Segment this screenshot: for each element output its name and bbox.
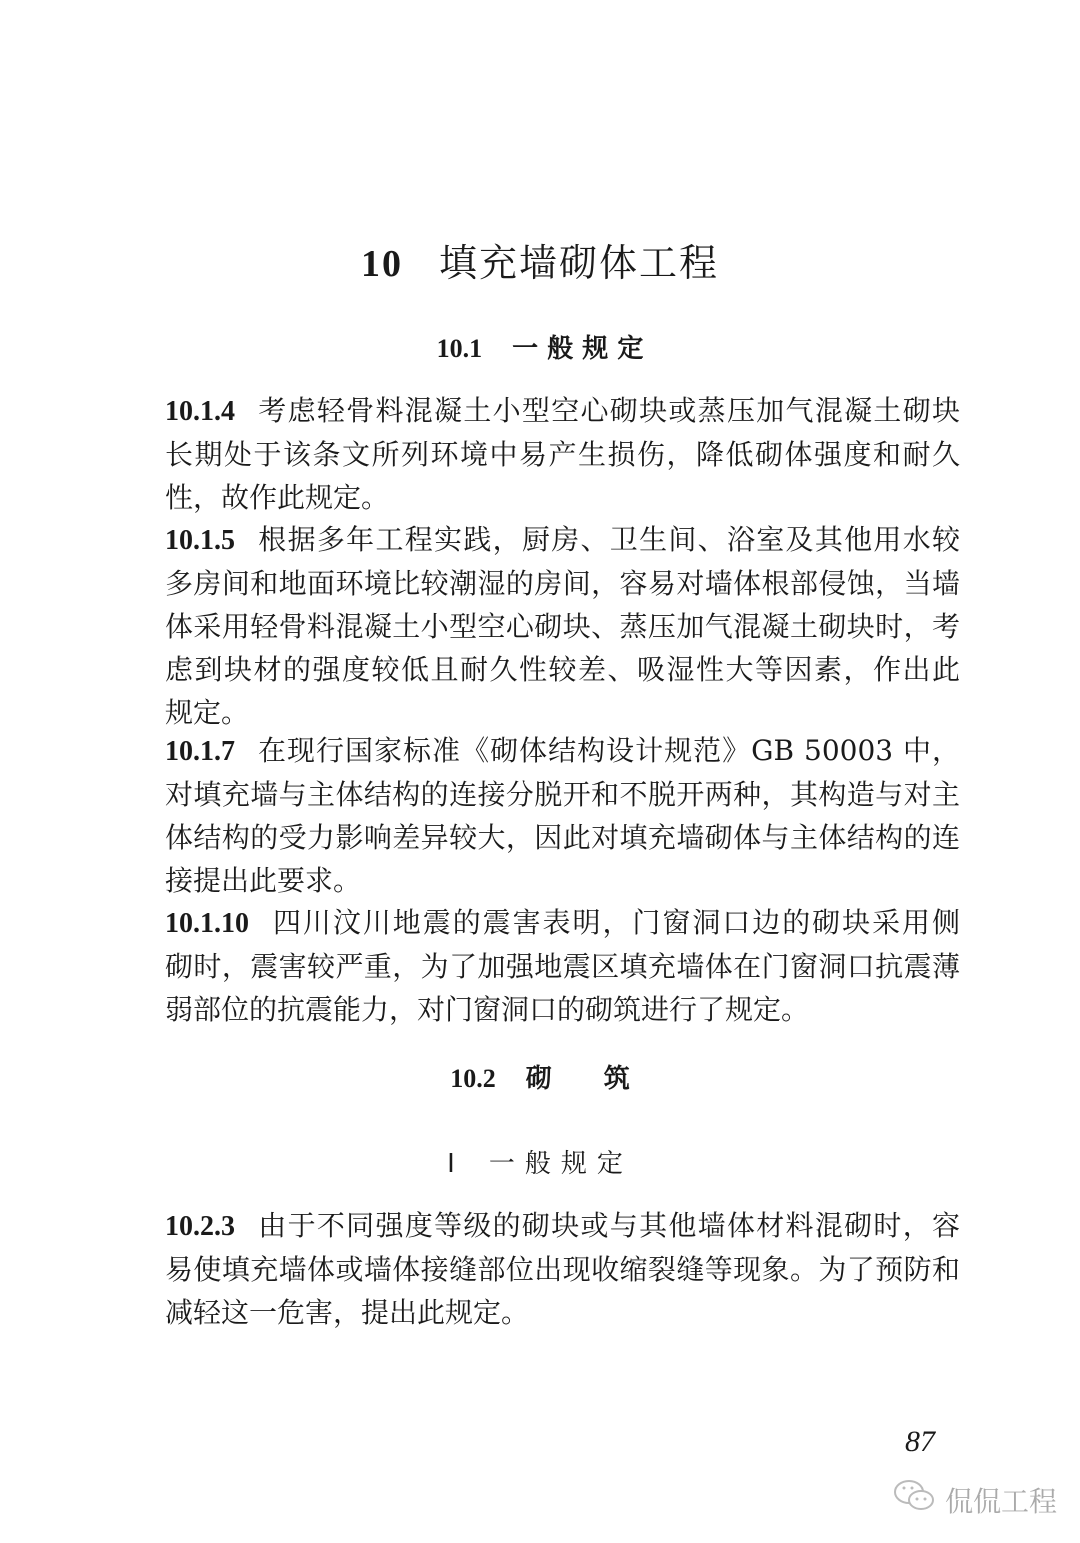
text-line: 弱部位的抗震能力，对门窗洞口的砌筑进行了规定。 [165, 993, 810, 1026]
text-line: 体结构的受力影响差异较大，因此对填充墙砌体与主体结构的连 [165, 821, 960, 854]
clause-10-1-7 [165, 729, 960, 902]
text-line: 长期处于该条文所列环境中易产生损伤，降低砌体强度和耐久 [165, 438, 960, 471]
text-line: 减轻这一危害，提出此规定。 [165, 1296, 530, 1329]
wechat-icon [893, 1478, 937, 1521]
clause-number: 10.1.4 [165, 396, 235, 427]
section-number: 10.1 [436, 334, 483, 363]
clause-number: 10.1.10 [165, 908, 249, 939]
chapter-number: 10 [360, 243, 403, 285]
clause-10-1-10 [165, 901, 960, 1031]
section-title: 一 般 规 定 [512, 334, 644, 364]
subsection-title: 一般规定 [488, 1149, 633, 1179]
watermark [893, 1478, 1057, 1521]
clause-number: 10.1.7 [165, 736, 235, 767]
subsection-number: Ⅰ [447, 1149, 465, 1178]
text-line: 体采用轻骨料混凝土小型空心砌块、蒸压加气混凝土砌块时，考 [165, 610, 960, 643]
text-line: 对填充墙与主体结构的连接分脱开和不脱开两种，其构造与对主 [165, 778, 960, 811]
section-number: 10.2 [450, 1064, 496, 1093]
watermark-text: 侃侃工程 [945, 1484, 1058, 1518]
chapter-title [0, 232, 1080, 287]
text-line: 根据多年工程实践，厨房、卫生间、浴室及其他用水较 [257, 523, 960, 556]
text-line: 规定。 [165, 696, 250, 729]
chapter-title-text: 填充墙砌体工程 [438, 241, 719, 285]
clause-number: 10.1.5 [165, 525, 235, 556]
text-line: 虑到块材的强度较低且耐久性较差、吸湿性大等因素，作出此 [165, 653, 960, 686]
text-line: 接提出此要求。 [165, 864, 362, 897]
section-heading-10-2 [0, 1058, 1080, 1095]
clause-number: 10.2.3 [165, 1211, 235, 1242]
text-line: 易使填充墙体或墙体接缝部位出现收缩裂缝等现象。为了预防和 [165, 1253, 960, 1286]
text-line: 在现行国家标准《砌体结构设计规范》GB 50003 中， [257, 734, 960, 767]
clause-10-1-4 [165, 389, 960, 519]
clause-10-2-3 [165, 1204, 960, 1334]
clause-10-1-5 [165, 518, 960, 734]
text-line: 多房间和地面环境比较潮湿的房间，容易对墙体根部侵蚀，当墙 [165, 567, 960, 600]
text-line: 砌时，震害较严重，为了加强地震区填充墙体在门窗洞口抗震薄 [165, 950, 960, 983]
page-number: 87 [905, 1425, 935, 1458]
text-line: 四川汶川地震的震害表明，门窗洞口边的砌块采用侧 [271, 906, 960, 939]
text-line: 由于不同强度等级的砌块或与其他墙体材料混砌时，容 [257, 1209, 960, 1242]
section-title: 砌 筑 [525, 1064, 630, 1094]
text-line: 考虑轻骨料混凝土小型空心砌块或蒸压加气混凝土砌块 [257, 394, 960, 427]
subsection-heading [0, 1143, 1080, 1180]
section-heading-10-1 [0, 328, 1080, 365]
text-line: 性，故作此规定。 [165, 481, 390, 514]
